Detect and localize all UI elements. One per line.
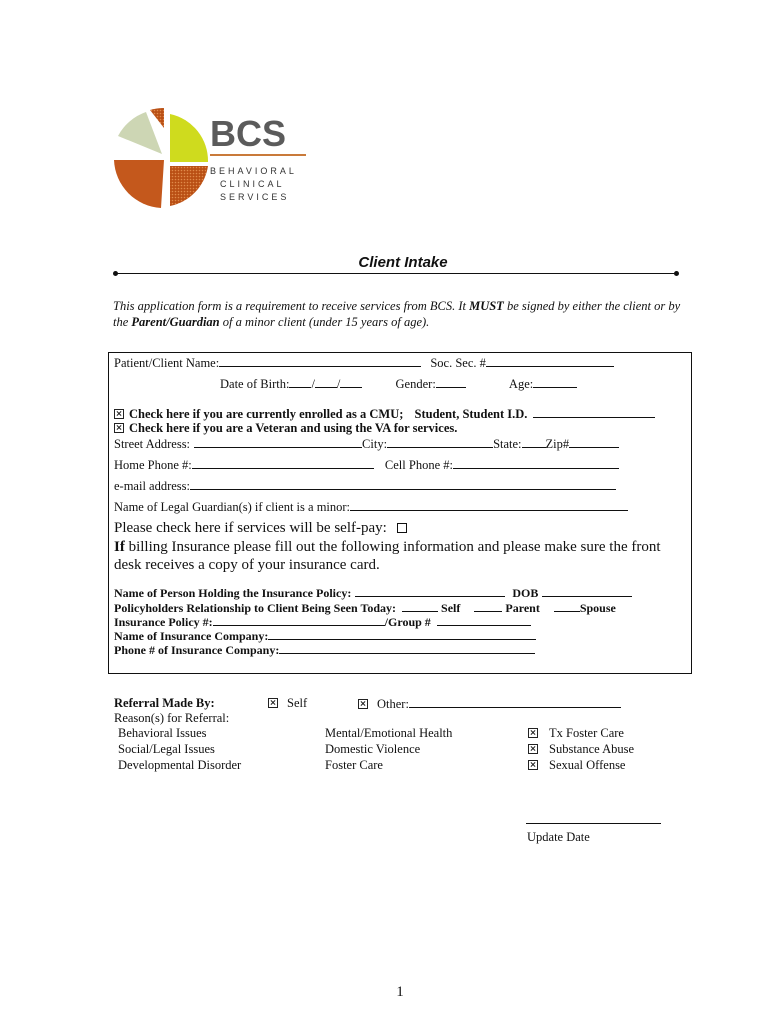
rel-self-label: Self [441,601,461,615]
guardian-row [114,499,628,515]
street-field[interactable] [194,436,362,448]
guardian-field[interactable] [350,499,628,511]
reason-developmental: Developmental Disorder [118,758,242,772]
rel-spouse-field[interactable] [554,600,580,612]
veteran-checkbox[interactable] [114,423,124,433]
zip-label: Zip# [545,437,570,451]
rel-spouse-label: Spouse [579,601,616,615]
referral-other-checkbox[interactable] [358,699,368,709]
referral-self-label: Self [287,696,308,710]
cell-phone-label: Cell Phone #: [384,458,453,472]
update-date-line[interactable] [526,823,661,824]
state-field[interactable] [522,436,546,448]
tx-foster-care-checkbox[interactable] [528,728,538,738]
company-label: Name of Insurance Company: [114,629,269,643]
dob-sep-2: / [336,377,341,391]
logo-line-1: BEHAVIORAL [210,166,297,176]
policy-dob-field[interactable] [542,585,632,597]
reason-substance-abuse [528,742,634,757]
title-rule [116,273,676,274]
logo-slice-sage [118,112,162,154]
city-label: City: [362,437,388,451]
zip-field[interactable] [569,436,619,448]
reason-domestic-violence: Domestic Violence [325,742,421,756]
substance-abuse-label: Substance Abuse [549,742,635,756]
home-phone-label: Home Phone #: [114,458,192,472]
company-phone-field[interactable] [279,642,535,654]
company-phone-row [114,642,535,658]
reason-tx-foster-care [528,726,624,741]
cmu-label: Check here if you are currently enrolled as a CMU; [129,407,404,421]
address-row [114,436,619,452]
cell-phone-field[interactable] [453,457,619,469]
email-row [114,478,616,494]
referral-made-by-label: Referral Made By: [114,696,215,710]
email-field[interactable] [190,478,616,490]
dob-day-field[interactable] [315,376,337,388]
referral-other-label: Other: [377,697,409,711]
referral-self-checkbox[interactable] [268,698,278,708]
company-phone-label: Phone # of Insurance Company: [114,643,280,657]
rel-self-field[interactable] [402,600,438,612]
title-rule-dot-right [674,271,679,276]
tx-foster-care-label: Tx Foster Care [549,726,624,740]
patient-name-row [114,355,614,371]
logo-name: BCS [210,113,287,154]
dob-row [220,376,577,392]
self-pay-row [114,520,407,537]
phone-row [114,457,619,473]
dob-month-field[interactable] [289,376,311,388]
street-label: Street Address: [114,437,191,451]
logo-line-2: CLINICAL [220,179,285,189]
update-date-label: Update Date [527,830,590,844]
logo-slice-orange [114,160,164,208]
dob-label: Date of Birth: [220,377,290,391]
reason-social-legal: Social/Legal Issues [118,742,215,756]
policy-holder-label: Name of Person Holding the Insurance Policy: [114,586,352,600]
reason-behavioral: Behavioral Issues [118,726,207,740]
group-num-field[interactable] [437,614,531,626]
policy-num-field[interactable] [213,614,385,626]
page-number: 1 [396,984,404,1000]
gender-label: Gender: [395,377,436,391]
rel-parent-field[interactable] [474,600,502,612]
age-field[interactable] [533,376,577,388]
sexual-offense-checkbox[interactable] [528,760,538,770]
veteran-label: Check here if you are a Veteran and using the VA for services. [129,421,458,435]
bcs-logo [108,106,308,210]
logo-slice-lime [170,114,208,162]
self-pay-label: Please check here if services will be self-pay: [114,520,387,536]
substance-abuse-checkbox[interactable] [528,744,538,754]
policy-dob-label: DOB [512,586,539,600]
policy-num-label: Insurance Policy #: [114,615,213,629]
reasons-label: Reason(s) for Referral: [114,711,230,725]
group-num-label: /Group # [384,615,431,629]
age-label: Age: [508,377,534,391]
sexual-offense-label: Sexual Offense [549,758,626,772]
logo-slice-dotted-top [150,108,164,128]
title-rule-dot-left [113,271,118,276]
student-label: Student, Student I.D. [414,407,528,421]
reason-sexual-offense [528,758,625,773]
policy-holder-field[interactable] [355,585,505,597]
dob-year-field[interactable] [340,376,362,388]
reason-foster-care: Foster Care [325,758,383,772]
patient-name-label: Patient/Client Name: [114,356,220,370]
billing-text: If billing Insurance please fill out the following information and please make sure the front desk receives a copy of your insurance card. [114,539,661,573]
rel-parent-label: Parent [505,601,540,615]
cmu-row [114,406,655,422]
guardian-label: Name of Legal Guardian(s) if client is a minor: [114,500,351,514]
logo-slice-dotted-bottom [170,166,208,206]
state-label: State: [493,437,522,451]
company-field[interactable] [268,628,536,640]
student-id-field[interactable] [533,406,655,418]
soc-sec-label: Soc. Sec. # [430,356,486,370]
page-title: Client Intake [358,254,448,271]
veteran-row [114,421,457,436]
self-pay-checkbox[interactable] [397,523,407,533]
policy-holder-row [114,585,632,601]
email-label: e-mail address: [114,479,191,493]
patient-name-field[interactable] [219,355,421,367]
cmu-checkbox[interactable] [114,409,124,419]
city-field[interactable] [387,436,493,448]
referral-self [268,696,307,711]
referral-other [358,696,621,712]
logo-line-3: SERVICES [220,192,290,202]
intro-text: This application form is a requirement to receive services from BCS. It MUST be signed by either the client or by the Parent/Guardian of a minor client (under 15 years of age). [113,299,681,329]
dob-sep-1: / [311,377,315,391]
soc-sec-field[interactable] [486,355,614,367]
referral-other-field[interactable] [409,696,621,708]
reason-mental-emotional: Mental/Emotional Health [325,726,453,740]
relationship-label: Policyholders Relationship to Client Being Seen Today: [114,601,397,615]
gender-field[interactable] [436,376,466,388]
home-phone-field[interactable] [192,457,374,469]
